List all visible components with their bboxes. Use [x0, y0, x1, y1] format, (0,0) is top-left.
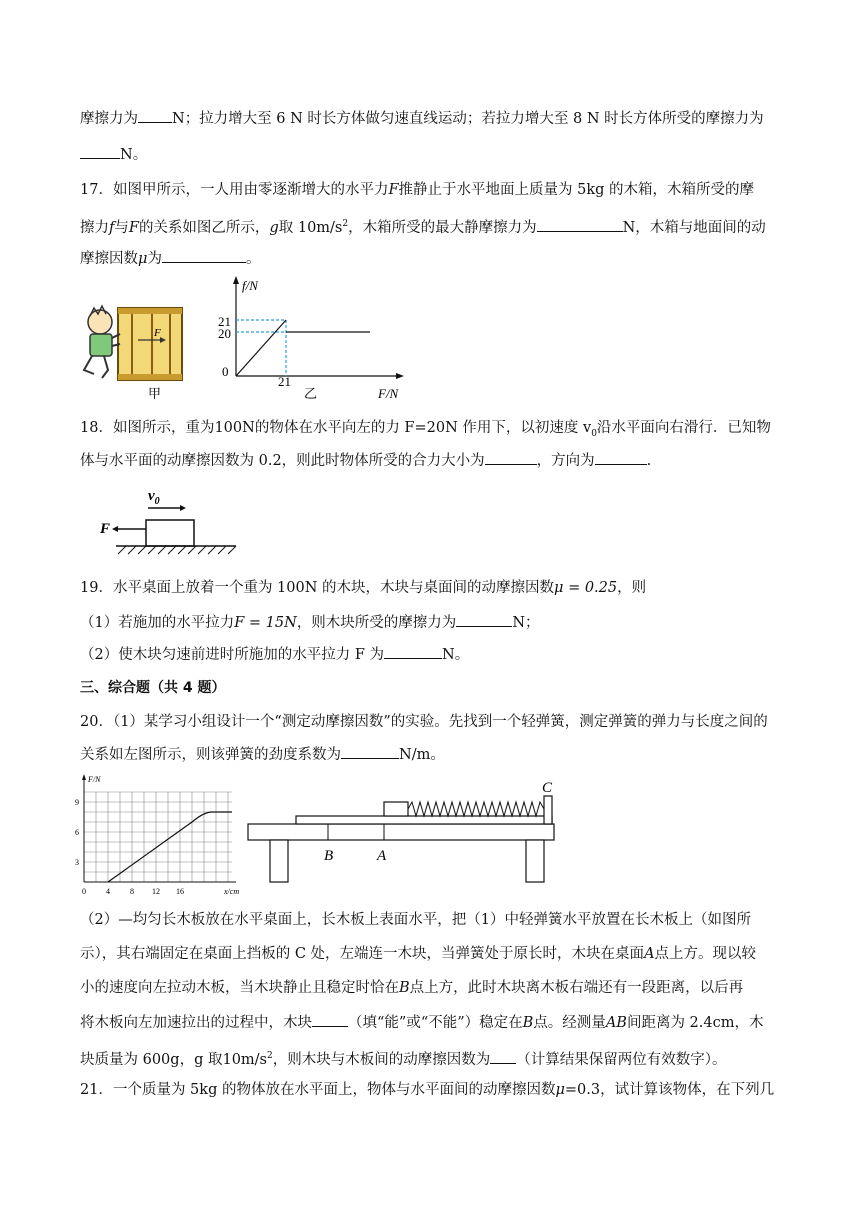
text: 间距离为 2.4cm，木	[626, 1015, 764, 1031]
text: N；拉力增大至 6 N 时长方体做匀速直线运动；若拉力增大至 8 N 时长方体所受的摩擦力为	[172, 111, 764, 127]
text: 推静止于水平地面上质量为 5kg 的木箱，木箱所受的摩	[398, 182, 755, 198]
text: 的关系如图乙所示，	[138, 219, 270, 236]
q20-p2-line5	[80, 1046, 780, 1070]
table-top	[248, 824, 554, 840]
text: 。	[245, 251, 261, 267]
figure-apparatus	[244, 770, 564, 890]
text: ，则木块所受的摩擦力为	[296, 615, 457, 631]
section-heading: 三、综合题（共 4 题）	[80, 680, 226, 696]
x-axis-label: F/N	[378, 386, 399, 401]
y-axis-label: f/N	[242, 278, 258, 293]
y-axis-label: F/N	[88, 775, 101, 784]
q16-line2	[80, 144, 780, 165]
superscript: 2	[342, 219, 349, 229]
text: 19．水平桌面上放着一个重为 100N 的木块，木块与桌面间的动摩擦因数	[80, 580, 555, 596]
spring-force-curve	[108, 812, 232, 882]
text: 与	[114, 219, 129, 236]
table-leg-left	[270, 840, 288, 882]
stop-plate	[544, 796, 552, 824]
formula: μ = 0.25	[554, 580, 618, 596]
q18-line1	[80, 418, 780, 444]
q20-p2-line3	[80, 978, 780, 998]
text: 17．如图甲所示，一人用由零逐渐增大的水平力	[80, 182, 389, 198]
text: 关系如左图所示，则该弹簧的劲度系数为	[80, 747, 341, 763]
formula: F = 15N	[234, 615, 297, 631]
x-tick: 4	[106, 887, 110, 896]
q21-line1	[80, 1080, 780, 1100]
figure-yi-graph	[212, 272, 412, 404]
figure-jia	[76, 300, 196, 400]
text: 块质量为 600g，g 取	[80, 1051, 223, 1068]
text: N/m。	[399, 747, 445, 763]
text: 摩擦力为	[80, 111, 138, 127]
text: （1）若施加的水平拉力	[80, 615, 235, 631]
answer-blank[interactable]	[312, 1012, 348, 1027]
var-B: B	[522, 1015, 534, 1031]
figure-q18-block	[96, 484, 242, 560]
origin-label: 0	[222, 364, 229, 379]
text: N。	[442, 647, 470, 663]
var-mu: μ	[555, 1082, 565, 1098]
text: =0.3，试计算该物体，在下列几	[564, 1082, 775, 1098]
text: 小的速度向左拉动木板，当木块静止且稳定时恰在	[80, 980, 399, 996]
static-friction-line	[236, 320, 286, 376]
var-AB: AB	[605, 1015, 627, 1031]
spring	[408, 802, 544, 816]
x-tick: 16	[176, 887, 184, 896]
q20-line1	[80, 712, 780, 732]
text: （2）使木块匀速前进时所施加的水平拉力 F 为	[80, 647, 385, 663]
q19-line3	[80, 644, 780, 665]
text: 18．如图所示，重为100N的物体在水平向左的力 F=20N 作用下，以初速度 v	[80, 420, 592, 436]
q20-p2-line2	[80, 944, 780, 964]
answer-blank[interactable]	[138, 108, 172, 123]
y-tick-20: 20	[218, 326, 231, 341]
figure-caption: 乙	[304, 386, 318, 401]
q16-line1	[80, 108, 780, 129]
table-leg-right	[526, 840, 544, 882]
force-label: F	[154, 327, 161, 339]
var-F: F	[128, 219, 139, 236]
answer-blank[interactable]	[162, 248, 246, 263]
subscript: 0	[591, 428, 597, 439]
x-tick: 12	[152, 887, 160, 896]
text: （2）—均匀长木板放在水平桌面上，长木板上表面水平，把（1）中轻弹簧水平放置在长木板上（如图所	[80, 912, 751, 928]
velocity-label: $v_0$	[148, 488, 160, 507]
answer-blank[interactable]	[384, 644, 442, 659]
answer-blank[interactable]	[537, 217, 623, 232]
text: 点上方。现以较	[654, 946, 757, 962]
text: 为	[147, 251, 162, 267]
crate-icon	[118, 308, 182, 380]
x-axis-label: x/cm	[224, 887, 240, 896]
var-F: F	[388, 182, 399, 198]
label-A: A	[377, 848, 387, 864]
q18-line2	[80, 450, 780, 471]
text: 擦力	[80, 219, 109, 236]
y-tick: 3	[75, 858, 79, 867]
q17-line2	[80, 214, 780, 238]
wood-block	[384, 802, 408, 816]
text: （填“能”或“不能”）稳定在	[348, 1015, 523, 1031]
text: （计算结果保留两位有效数字）。	[516, 1051, 727, 1068]
answer-blank[interactable]	[80, 144, 120, 159]
q17-line3	[80, 248, 780, 269]
y-tick: 6	[75, 828, 79, 837]
text: ，则	[617, 580, 647, 596]
var-A: A	[644, 946, 655, 962]
text: N；	[512, 615, 540, 631]
block	[146, 520, 194, 546]
ground-hatching	[118, 546, 236, 554]
figure-caption: 甲	[148, 386, 162, 400]
answer-blank[interactable]	[490, 1049, 516, 1064]
y-tick: 9	[75, 798, 79, 807]
figure-spring-graph	[72, 772, 252, 900]
y-tick-21: 21	[218, 314, 231, 329]
text: 摩擦因数	[80, 251, 138, 267]
text: 体与水平面的动摩擦因数为 0.2，则此时物体所受的合力大小为	[80, 453, 485, 469]
superscript: 2	[267, 1051, 273, 1061]
text: N，木箱与地面间的动	[622, 219, 766, 236]
text: 取 10m/s	[278, 219, 343, 236]
q20-p2-line1	[80, 910, 780, 930]
text: 将木板向左加速拉出的过程中，木块	[80, 1015, 312, 1031]
q17-line1	[80, 180, 780, 200]
text: 点。经测量	[533, 1015, 606, 1031]
answer-blank[interactable]	[456, 612, 512, 627]
var-mu: μ	[138, 251, 148, 267]
answer-blank[interactable]	[595, 450, 647, 465]
grid	[84, 792, 232, 882]
answer-blank[interactable]	[485, 450, 537, 465]
text: 示），其右端固定在桌面上挡板的 C 处，左端连一木块，当弹簧处于原长时，木块在桌面	[80, 946, 645, 962]
var-g: g	[269, 219, 279, 236]
text: 点上方，此时木块离木板右端还有一段距离，以后再	[409, 980, 744, 996]
q20-line2	[80, 744, 780, 765]
x-tick-21: 21	[278, 374, 291, 389]
q19-line1	[80, 578, 780, 598]
text: 20．（1）某学习小组设计一个“测定动摩擦因数”的实验。先找到一个轻弹簧，测定弹簧的弹力与长度之间的	[80, 714, 768, 730]
text: ，则木块与木板间的动摩擦因数为	[272, 1051, 491, 1068]
text: N。	[120, 147, 148, 163]
answer-blank[interactable]	[341, 744, 399, 759]
var-f: f	[109, 219, 115, 236]
label-C: C	[542, 780, 553, 796]
x-tick: 0	[82, 887, 86, 896]
text: ，方向为	[536, 453, 595, 469]
text: ，木箱所受的最大静摩擦力为	[348, 219, 537, 236]
label-B: B	[324, 848, 334, 864]
person-icon	[84, 306, 120, 378]
text: 21．一个质量为 5kg 的物体放在水平面上，物体与水平面间的动摩擦因数	[80, 1082, 556, 1098]
text: .	[646, 453, 652, 469]
q20-p2-line4	[80, 1012, 780, 1033]
force-label: F	[100, 521, 111, 537]
text: 沿水平面向右滑行．已知物	[596, 420, 771, 436]
x-tick: 8	[130, 887, 134, 896]
q19-line2	[80, 612, 780, 633]
var-B: B	[399, 980, 410, 996]
formula: 10m/s	[222, 1051, 267, 1068]
